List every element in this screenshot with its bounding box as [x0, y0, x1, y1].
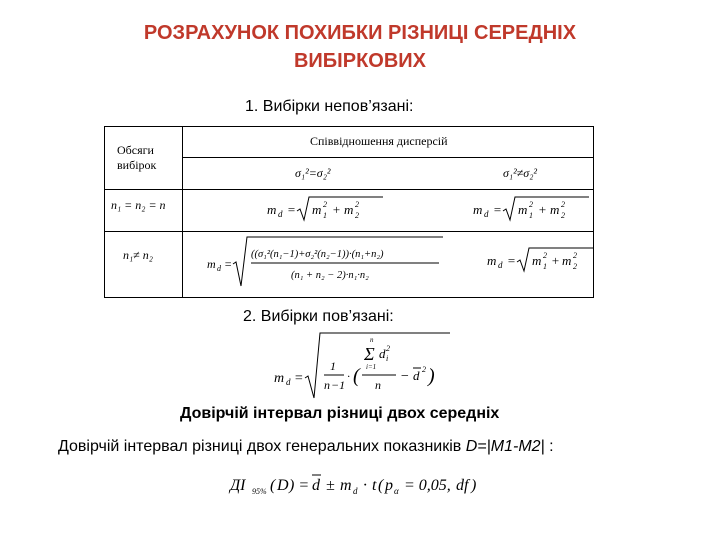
svg-text:2: 2 — [561, 200, 565, 209]
svg-text:2: 2 — [323, 200, 327, 209]
svg-text:d: d — [217, 264, 221, 273]
svg-text:d: d — [413, 368, 420, 383]
svg-text:n: n — [324, 378, 330, 392]
svg-text:m: m — [312, 202, 322, 217]
svg-text:m: m — [532, 253, 542, 268]
header-sample-sizes: Обсяги вибірок — [117, 143, 157, 172]
svg-text:=: = — [224, 257, 233, 271]
svg-text:·: · — [347, 369, 350, 383]
svg-text:2: 2 — [529, 200, 533, 209]
svg-text:=: = — [287, 202, 296, 217]
svg-text:m: m — [344, 202, 354, 217]
svg-text:2: 2 — [573, 262, 577, 271]
svg-text:+: + — [551, 253, 560, 268]
header-dispersion-ratio: Співвідношення дисперсій — [310, 134, 448, 148]
section-1-heading: 1. Вибірки непов’язані: — [245, 98, 414, 115]
svg-text:2: 2 — [561, 211, 565, 220]
svg-text:) =: ) = — [289, 477, 310, 494]
section-2-heading: 2. Вибірки пов’язані: — [243, 308, 394, 325]
svg-text:+: + — [332, 202, 341, 217]
svg-text:(: ( — [270, 477, 276, 494]
svg-text:m: m — [274, 371, 285, 386]
svg-text:1: 1 — [529, 211, 533, 220]
formula-basic-row1-unequal — [471, 194, 591, 224]
svg-text:2: 2 — [573, 251, 577, 260]
svg-text:d: d — [278, 209, 283, 219]
confidence-interval-heading: Довірчій інтервал різниці двох середніх — [180, 405, 500, 422]
svg-text:p: p — [385, 477, 393, 494]
svg-text:((σ₁²(n₁−1)+σ₂²(n₂−1))·(n₁+n₂): ((σ₁²(n₁−1)+σ₂²(n₂−1))·(n₁+n₂) — [251, 249, 384, 260]
svg-text:α: α — [394, 486, 399, 496]
svg-text:d: d — [379, 346, 386, 361]
svg-text:1: 1 — [543, 262, 547, 271]
formula-paired — [272, 330, 452, 400]
dispersion-table — [104, 126, 594, 298]
ci-text-suffix: : — [544, 438, 554, 455]
ci-text-prefix: Довірчій інтервал різниці двох генеральних показників — [58, 438, 466, 455]
svg-text:d: d — [312, 477, 320, 494]
svg-text:m: m — [340, 477, 352, 494]
svg-text:m: m — [207, 257, 216, 271]
svg-text:m: m — [267, 202, 277, 217]
svg-text:n: n — [370, 336, 374, 344]
svg-text:±: ± — [326, 477, 335, 494]
table-divider-row1 — [105, 189, 593, 190]
table-vertical-divider — [182, 127, 183, 297]
col-equal-variances: σ₁²=σ₂² — [295, 166, 331, 180]
formula-basic-row1-equal — [265, 194, 385, 224]
svg-text:(: ( — [353, 365, 360, 387]
svg-text:): ) — [471, 477, 477, 494]
title-line-1: РОЗРАХУНОК ПОХИБКИ РІЗНИЦІ СЕРЕДНІХ — [143, 22, 577, 44]
table-divider-row2 — [105, 231, 593, 232]
svg-text:(: ( — [378, 477, 384, 494]
svg-text:Σ: Σ — [364, 344, 375, 364]
svg-text:i=1: i=1 — [366, 363, 377, 371]
svg-text:2: 2 — [422, 365, 426, 374]
svg-text:t: t — [372, 477, 377, 494]
svg-text:(n₁ + n₂ − 2)·n₁·n₂: (n₁ + n₂ − 2)·n₁·n₂ — [291, 270, 369, 281]
formula-basic-row2-unequal — [485, 245, 595, 275]
svg-text:2: 2 — [355, 200, 359, 209]
svg-text:=: = — [493, 202, 502, 217]
svg-text:): ) — [428, 365, 435, 387]
formula-pooled-row2-equal — [205, 234, 445, 290]
svg-text:d: d — [484, 209, 489, 219]
svg-text:1: 1 — [323, 211, 327, 220]
svg-text:i: i — [386, 354, 389, 363]
svg-text:95%: 95% — [252, 487, 267, 496]
col-unequal-variances: σ₁²≠σ₂² — [503, 166, 537, 180]
svg-text:n: n — [375, 378, 381, 392]
svg-text:m: m — [487, 253, 497, 268]
svg-text:−1: −1 — [331, 378, 346, 392]
svg-text:D: D — [277, 477, 289, 494]
svg-text:d: d — [353, 486, 358, 496]
svg-text:m: m — [473, 202, 483, 217]
svg-text:m: m — [550, 202, 560, 217]
svg-text:·: · — [363, 477, 367, 494]
title-line-2: ВИБІРКОВИХ — [293, 50, 426, 72]
svg-text:df: df — [456, 477, 469, 494]
confidence-interval-text — [58, 438, 554, 456]
svg-text:=: = — [294, 371, 304, 386]
svg-text:m: m — [562, 253, 572, 268]
svg-text:d: d — [498, 260, 503, 270]
svg-text:m: m — [518, 202, 528, 217]
svg-text:2: 2 — [543, 251, 547, 260]
svg-text:ДІ: ДІ — [230, 477, 246, 494]
svg-text:−: − — [400, 369, 410, 384]
formula-confidence-interval — [228, 468, 518, 502]
ci-text-formula: D=|M1-M2| — [465, 438, 545, 455]
svg-text:2: 2 — [355, 211, 359, 220]
svg-text:2: 2 — [386, 344, 390, 353]
row-equal-samples: n₁ = n₂ = n — [111, 198, 166, 212]
svg-text:= 0,05,: = 0,05, — [404, 477, 451, 494]
svg-text:d: d — [286, 377, 291, 387]
table-divider-header — [182, 157, 593, 158]
svg-text:+: + — [538, 202, 547, 217]
svg-text:=: = — [507, 253, 516, 268]
row-unequal-samples: n₁≠ n₂ — [123, 248, 153, 262]
svg-text:1: 1 — [330, 359, 336, 373]
